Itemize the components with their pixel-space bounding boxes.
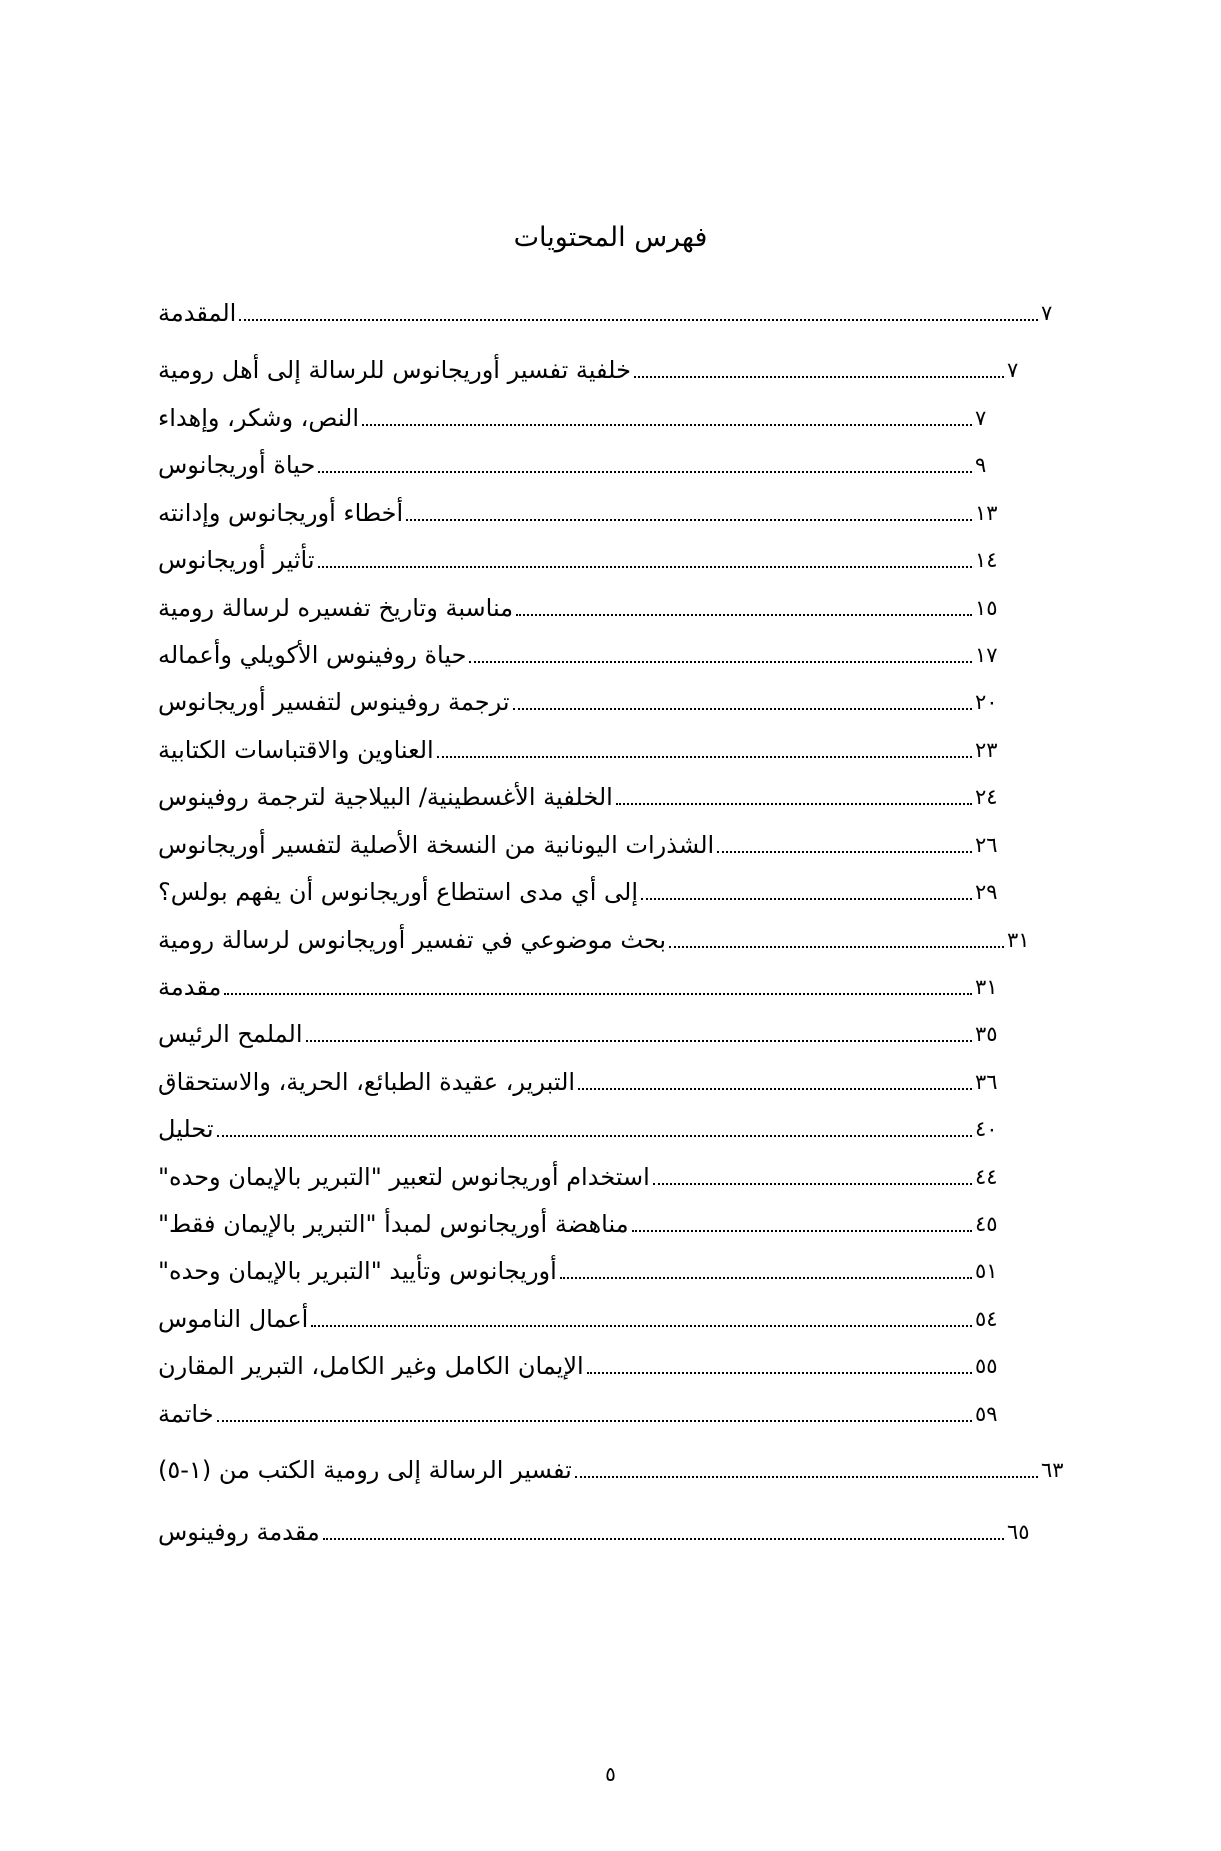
dot-leader [616, 803, 972, 805]
toc-entry-page: ٧ [1041, 301, 1053, 325]
dot-leader [469, 661, 972, 663]
toc-entry[interactable] [158, 347, 1041, 387]
toc-entry[interactable] [158, 1447, 1075, 1487]
toc-entry[interactable] [158, 290, 1075, 330]
toc-entry[interactable] [158, 774, 1009, 814]
dot-leader [634, 376, 1004, 378]
dot-leader [575, 1476, 1038, 1478]
dot-leader [632, 1230, 972, 1232]
toc-entry[interactable] [158, 395, 1009, 435]
toc-entry-page: ٢٠ [975, 690, 998, 714]
dot-leader [560, 1277, 972, 1279]
dot-leader [587, 1372, 972, 1374]
toc-entry[interactable] [158, 822, 1009, 862]
toc-entry-page: ٧ [1007, 358, 1019, 382]
toc-entry-label: مناسبة وتاريخ تفسيره لرسالة رومية [158, 594, 514, 622]
toc-entry-label: العناوين والاقتباسات الكتابية [158, 736, 434, 764]
toc-entry-page: ٣٦ [975, 1070, 998, 1094]
toc-entry-label: مقدمة [158, 973, 222, 1001]
toc-entry-label: الإيمان الكامل وغير الكامل، التبرير المقارن [158, 1352, 584, 1380]
toc-entry[interactable] [158, 1201, 1009, 1241]
toc-entry-label: أوريجانوس وتأييد "التبرير بالإيمان وحده" [158, 1257, 557, 1285]
toc-entry-label: استخدام أوريجانوس لتعبير "التبرير بالإيمان وحده" [158, 1163, 650, 1191]
toc-entry-page: ٣٥ [975, 1022, 998, 1046]
toc-entry-page: ١٥ [975, 596, 998, 620]
toc-entry-label: تحليل [158, 1115, 214, 1143]
toc-entry[interactable] [158, 490, 1009, 530]
toc-entry-label: إلى أي مدى استطاع أوريجانوس أن يفهم بولس؟ [158, 878, 638, 906]
toc-entry-label: خلفية تفسير أوريجانوس للرسالة إلى أهل رومية [158, 356, 631, 384]
toc-entry[interactable] [158, 679, 1009, 719]
dot-leader [516, 614, 972, 616]
toc-entry-page: ٢٦ [975, 833, 998, 857]
dot-leader [217, 1420, 972, 1422]
dot-leader [311, 1325, 972, 1327]
toc-entry-label: مقدمة روفينوس [158, 1518, 320, 1546]
dot-leader [406, 519, 972, 521]
toc-entry[interactable] [158, 869, 1009, 909]
page-title: فهرس المحتويات [513, 222, 708, 253]
toc-entry[interactable] [158, 1248, 1009, 1288]
dot-leader [653, 1183, 972, 1185]
toc-entry[interactable] [158, 1509, 1041, 1549]
toc-entry-page: ٤٠ [975, 1117, 998, 1141]
toc-entry[interactable] [158, 1106, 1009, 1146]
toc-entry-page: ٤٥ [975, 1212, 998, 1236]
toc-entry-page: ١٧ [975, 643, 998, 667]
toc-entry-page: ٢٤ [975, 785, 998, 809]
toc-entry-page: ٤٤ [975, 1165, 998, 1189]
toc-entry[interactable] [158, 585, 1009, 625]
toc-entry[interactable] [158, 964, 1009, 1004]
toc-entry-page: ٢٩ [975, 880, 998, 904]
toc-entry[interactable] [158, 537, 1009, 577]
toc-entry-page: ٦٥ [1007, 1520, 1030, 1544]
toc-entry-label: الملمح الرئيس [158, 1020, 303, 1048]
toc-entry-label: الشذرات اليونانية من النسخة الأصلية لتفسير أوريجانوس [158, 831, 715, 859]
dot-leader [323, 1538, 1004, 1540]
dot-leader [437, 756, 972, 758]
dot-leader [217, 1135, 972, 1137]
toc-entry-page: ٥٤ [975, 1307, 998, 1331]
dot-leader [224, 993, 972, 995]
toc-entry-label: تفسير الرسالة إلى رومية الكتب من (١-٥) [158, 1456, 572, 1484]
toc-entry-label: بحث موضوعي في تفسير أوريجانوس لرسالة رومية [158, 926, 667, 954]
dot-leader [239, 319, 1038, 321]
toc-entry[interactable] [158, 442, 1009, 482]
toc-entry-page: ٥٩ [975, 1402, 998, 1426]
toc-entry[interactable] [158, 1296, 1009, 1336]
dot-leader [578, 1088, 972, 1090]
toc-entry-page: ٦٣ [1041, 1458, 1064, 1482]
toc-entry-label: المقدمة [158, 299, 237, 327]
dot-leader [318, 471, 972, 473]
toc-entry[interactable] [158, 1343, 1009, 1383]
toc-entry[interactable] [158, 1059, 1009, 1099]
toc-entry[interactable] [158, 1154, 1009, 1194]
toc-entry-page: ٥٥ [975, 1354, 998, 1378]
toc-entry-label: أخطاء أوريجانوس وإدانته [158, 499, 404, 527]
toc-entry-page: ٢٣ [975, 738, 998, 762]
toc-entry-label: مناهضة أوريجانوس لمبدأ "التبرير بالإيمان فقط" [158, 1210, 629, 1238]
dot-leader [306, 1040, 972, 1042]
toc-entry-page: ٣١ [975, 975, 998, 999]
dot-leader [513, 708, 972, 710]
toc-entry-page: ٩ [975, 453, 987, 477]
page-number: ٥ [605, 1762, 616, 1786]
toc-entry-page: ٣١ [1007, 928, 1030, 952]
toc-entry[interactable] [158, 917, 1041, 957]
toc-entry-label: حياة روفينوس الأكويلي وأعماله [158, 641, 467, 669]
toc-entry[interactable] [158, 727, 1009, 767]
toc-entry-label: خاتمة [158, 1400, 214, 1428]
toc-entry[interactable] [158, 1391, 1009, 1431]
dot-leader [641, 898, 972, 900]
toc-entry-label: النص، وشكر، وإهداء [158, 404, 360, 432]
dot-leader [318, 566, 973, 568]
toc-entry-label: تأثير أوريجانوس [158, 546, 315, 574]
toc-entry-label: ترجمة روفينوس لتفسير أوريجانوس [158, 688, 510, 716]
toc-entry[interactable] [158, 632, 1009, 672]
toc-entry-page: ١٣ [975, 501, 998, 525]
toc-entry-page: ٧ [975, 406, 987, 430]
toc-entry-page: ١٤ [975, 548, 998, 572]
toc-entry-page: ٥١ [975, 1259, 998, 1283]
toc-entry[interactable] [158, 1011, 1009, 1051]
toc-entry-label: حياة أوريجانوس [158, 451, 316, 479]
dot-leader [669, 946, 1004, 948]
toc-entry-label: أعمال الناموس [158, 1305, 309, 1333]
dot-leader [717, 851, 972, 853]
toc-entry-label: التبرير، عقيدة الطبائع، الحرية، والاستحقاق [158, 1068, 576, 1096]
dot-leader [362, 424, 972, 426]
toc-entry-label: الخلفية الأغسطينية/ البيلاجية لترجمة روفينوس [158, 783, 613, 811]
